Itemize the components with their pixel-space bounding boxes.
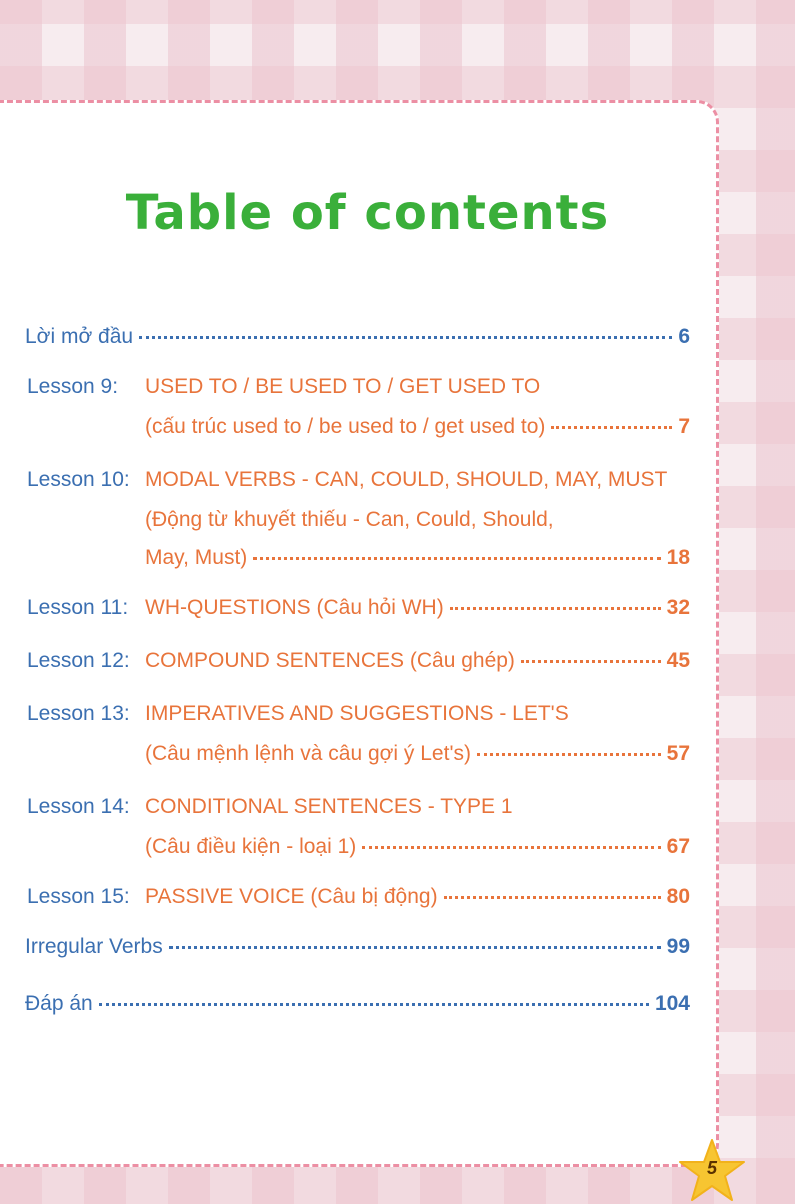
toc-entry-text: USED TO / BE USED TO / GET USED TO bbox=[145, 375, 541, 398]
toc-entry[interactable] bbox=[145, 835, 690, 867]
toc-page-number: 6 bbox=[678, 325, 690, 348]
toc-page-number: 104 bbox=[654, 992, 690, 1015]
toc-page-number: 80 bbox=[666, 885, 690, 908]
lesson-label: Lesson 10: bbox=[27, 468, 130, 491]
dot-leader bbox=[444, 896, 661, 899]
toc-page-number: 7 bbox=[678, 415, 690, 438]
dot-leader bbox=[99, 1003, 649, 1006]
dot-leader bbox=[477, 753, 661, 756]
page-title: Table of contents bbox=[125, 185, 610, 241]
toc-entry-text: Lời mở đầu bbox=[25, 325, 134, 348]
toc-entry-text: May, Must) bbox=[145, 546, 248, 569]
toc-entry-line[interactable] bbox=[145, 508, 554, 540]
dot-leader bbox=[521, 660, 661, 663]
toc-entry[interactable] bbox=[25, 992, 690, 1024]
lesson-label: Lesson 13: bbox=[27, 702, 130, 725]
toc-entry-text: IMPERATIVES AND SUGGESTIONS - LET'S bbox=[145, 702, 569, 725]
toc-entry-text: MODAL VERBS - CAN, COULD, SHOULD, MAY, MUST bbox=[145, 468, 668, 491]
toc-entry-text: CONDITIONAL SENTENCES - TYPE 1 bbox=[145, 795, 513, 818]
lesson-label: Lesson 11: bbox=[27, 596, 129, 619]
toc-entry-text: (Câu điều kiện - loại 1) bbox=[145, 835, 357, 858]
toc-page-number: 45 bbox=[666, 649, 690, 672]
toc-entry[interactable] bbox=[145, 546, 690, 578]
dot-leader bbox=[450, 607, 661, 610]
dot-leader bbox=[362, 846, 660, 849]
page-number: 5 bbox=[706, 1158, 717, 1178]
toc-entry-text: Irregular Verbs bbox=[25, 935, 163, 958]
dot-leader bbox=[551, 426, 672, 429]
lesson-label: Lesson 12: bbox=[27, 649, 130, 672]
toc-page-number: 67 bbox=[666, 835, 690, 858]
toc-entry-text: PASSIVE VOICE (Câu bị động) bbox=[145, 885, 438, 908]
lesson-label: Lesson 15: bbox=[27, 885, 130, 908]
toc-entry[interactable] bbox=[145, 649, 690, 681]
toc-entry-line[interactable] bbox=[145, 468, 667, 500]
toc-entry-text: (Câu mệnh lệnh và câu gợi ý Let's) bbox=[145, 742, 471, 765]
toc-page-number: 57 bbox=[666, 742, 690, 765]
toc-entry[interactable] bbox=[145, 742, 690, 774]
dot-leader bbox=[169, 946, 661, 949]
toc-entry-text: (cấu trúc used to / be used to / get used to) bbox=[145, 415, 546, 438]
lesson-label: Lesson 14: bbox=[27, 795, 130, 818]
toc-entry[interactable] bbox=[145, 885, 690, 917]
toc-entry-text: COMPOUND SENTENCES (Câu ghép) bbox=[145, 649, 515, 672]
toc-entry-line[interactable] bbox=[145, 375, 540, 407]
dot-leader bbox=[139, 336, 672, 339]
toc-entry[interactable] bbox=[145, 596, 690, 628]
toc-page-number: 99 bbox=[666, 935, 690, 958]
toc-page-number: 32 bbox=[666, 596, 690, 619]
toc-entry[interactable] bbox=[25, 935, 690, 967]
toc-entry-text: Đáp án bbox=[25, 992, 93, 1015]
toc-entry-text: (Động từ khuyết thiếu - Can, Could, Should, bbox=[145, 508, 554, 531]
dot-leader bbox=[253, 557, 660, 560]
lesson-label: Lesson 9: bbox=[27, 375, 119, 398]
toc-entry[interactable] bbox=[25, 325, 690, 357]
toc-entry-text: WH-QUESTIONS (Câu hỏi WH) bbox=[145, 596, 444, 619]
toc-page-number: 18 bbox=[666, 546, 690, 569]
toc-entry-line[interactable] bbox=[145, 795, 513, 827]
toc-entry-line[interactable] bbox=[145, 702, 569, 734]
toc-entry[interactable] bbox=[145, 415, 690, 447]
